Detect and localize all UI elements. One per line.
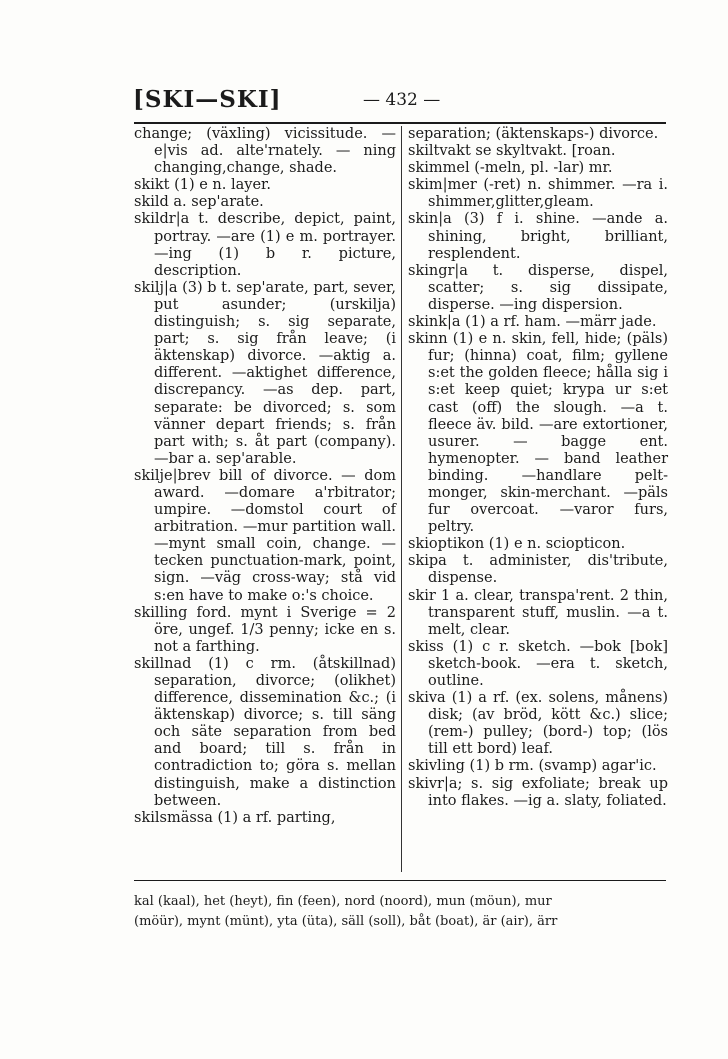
dictionary-entry: skilje|brev bill of divorce. — dom award. —domare a'rbitrator; umpire. —domstol court of arbitration. —mur partition wall. —mynt small coin, change. —tecken punctuation-mark, point, sign. —väg cross-way; stå vid s:en have to make o:'s choice. — [134, 467, 396, 604]
dictionary-entry: skilling ford. mynt i Sverige = 2 öre, ungef. 1/3 penny; icke en s. not a farthing. — [134, 604, 396, 655]
page-header — [133, 86, 693, 120]
page-number: — 432 — — [363, 90, 441, 110]
dictionary-entry: skinn (1) e n. skin, fell, hide; (päls) fur; (hinna) coat, film; gyllene s:et the golden fleece; hålla sig i s:et keep quiet; krypa ur s:et cast (off) the slough. —a t. fleece äv. bild. —are extortioner, usurer. — bagge ent. hymenopter. — band leather binding. —handlare pelt-monger, skin-merchant. —päls fur overcoat. —varor furs, peltry. — [408, 331, 668, 536]
left-column — [134, 126, 396, 827]
header-rule — [134, 122, 666, 124]
dictionary-entry: skim|mer (-ret) n. shimmer. —ra i. shimmer,glitter,gleam. — [408, 177, 668, 211]
dictionary-entry: skilj|a (3) b t. sep'arate, part, sever, put asunder; (urskilja) distinguish; s. sig separate, part; s. sig från leave; (i äktenskap) divorce. —aktig a. different. —aktighet difference, discrepancy. —as dep. part, separate: be divorced; s. som vänner depart friends; s. från part with; s. åt part (company). —bar a. sep'arable. — [134, 279, 397, 467]
dictionary-entry: skilsmässa (1) a rf. parting, — [134, 809, 336, 826]
dictionary-entry: skin|a (3) f i. shine. —ande a. shining, bright, brilliant, resplendent. — [408, 211, 668, 262]
dictionary-entry: skink|a (1) a rf. ham. —märr jade. — [408, 314, 657, 331]
pronunciation-line: kal (kaal), het (heyt), fin (feen), nord (noord), mun (möun), mur — [134, 894, 552, 909]
dictionary-entry: skildr|a t. describe, depict, paint, portray. —are (1) e m. portrayer. —ing (1) b r. picture, description. — [134, 211, 396, 279]
column-divider — [401, 126, 402, 872]
pronunciation-key — [134, 892, 668, 932]
pronunciation-line: (möür), mynt (münt), yta (üta), säll (soll), båt (boat), är (air), ärr — [134, 914, 558, 929]
dictionary-entry: skivling (1) b rm. (svamp) agar'ic. — [408, 758, 657, 775]
dictionary-entry: skipa t. administer, dis'tribute, dispense. — [408, 553, 668, 587]
footer-rule — [134, 880, 666, 881]
right-column — [408, 126, 668, 810]
dictionary-entry: separation; (äktenskaps-) divorce. — [408, 126, 659, 142]
dictionary-entry: skiva (1) a rf. (ex. solens, månens) disk; (av bröd, kött &c.) slice; (rem-) pulley; (bord-) top; (lös till ett bord) leaf. — [408, 690, 668, 758]
dictionary-entry: skingr|a t. disperse, dispel, scatter; s. sig dissipate, disperse. —ing dispersion. — [408, 262, 668, 313]
dictionary-entry: skimmel (-meln, pl. -lar) mr. — [408, 160, 613, 177]
dictionary-entry: skiltvakt se skyltvakt. [roan. — [408, 143, 616, 160]
dictionary-entry: skikt (1) e n. layer. — [134, 177, 271, 194]
guide-words: [SKI—SKI] — [133, 86, 282, 113]
dictionary-entry: skild a. sep'arate. — [134, 194, 264, 211]
dictionary-entry: change; (växling) vicissitude. —e|vis ad. alte'rnately. — ning changing,change, shade. — [134, 126, 396, 177]
dictionary-entry: skir 1 a. clear, transpa'rent. 2 thin, transparent stuff, muslin. —a t. melt, clear. — [408, 587, 668, 638]
dictionary-entry: skivr|a; s. sig exfoliate; break up into flakes. —ig a. slaty, foliated. — [408, 775, 668, 809]
dictionary-entry: skiss (1) c r. sketch. —bok [bok] sketch-book. —era t. sketch, outline. — [408, 638, 668, 689]
dictionary-entry: skioptikon (1) e n. sciopticon. — [408, 536, 626, 553]
dictionary-entry: skillnad (1) c rm. (åtskillnad) separation, divorce; (olikhet) difference, dissemination &c.; (i äktenskap) divorce; s. till säng och säte separation from bed and board; till s. från in contradiction to; göra s. mellan distinguish, make a distinction between. — [134, 655, 396, 809]
